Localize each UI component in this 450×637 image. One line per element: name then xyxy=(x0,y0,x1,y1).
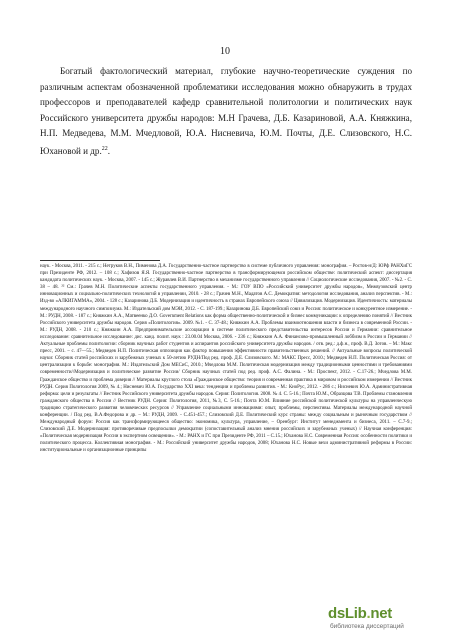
watermark-logo-main: dsLib xyxy=(328,605,367,622)
footnotes-block: наук. - Москва, 2011. - 215 с.; Нетруков В.Н., Пименова Д.А. Государственно-частное партнерство в системе публичного управления: монография. – Ростов-н/Д: ЮРф РАНХиГС при Президенте РФ, 2012. – 108 с.; Хафизов Я.Я. Государственно-частное партнерство в трансформирующемся российском обществе: политический аспект: диссертация кандидата политических наук. - Москва, 2007. - 145 с.; Журавлев В.И. Партнерство в механизме государственного управления // Социологические исследования, 2007. - №2. - С. 38 – 48. ²² См.: Грачев М.Н. Политические аспекты государственного управления. - М.: ГОУ ВПО «Российский университет дружбы народов», Межвузовский центр инновационных и социально-политических технологий в управлении, 2010. - 28 с.; Грачев М.Н., Мадатов А.С. Демократия: методология исследования, анализ перспектив. - М.: Изд-во «АЛКИГАММА», 2004. - 128 с.; Казаринова Д.Б. Модернизация и идентичность в странах Европейского союза // Цивилизация. Модернизация. Идентичность: материалы международного научного симпозиума. М.: Издательский дом МЭИ, 2012. - С. 187-199.; Казаринова Д.Б. Европейский союз и Россия: политическое и конкурентное измерение. - М.: РУДН, 2008. - 187 с.; Княжкин А.А., Матвеенко Д.О. Government Relations как форма общественно-политической и бизнес коммуникации: к определению понятий // Вестник Российского университета дружбы народов. Серия «Политология». 2009. №1. - С. 37-48.; Княжкин А.А. Проблемы взаимоотношения власти и бизнеса в современной России. - М.: РУДН, 2008. - 210 с.; Княжкин А.А. Предпринимательские ассоциации в системе политического представительства интересов России и Германии: сравнительное исследование: сравнительное исследование: дис. канд. полит. наук : 23.00.04 Москва, 2006. - 236 с.; Княжкин А.А. Финансово-промышленный лоббизм в России и Германии // Актуальные проблемы политологии: сборник научных работ студентов и аспирантов российского университета дружбы народов. / отв. ред.: д.ф.н., проф. В.Д. Зотов. – М.: Макс пресс, 2001. – с. 47—55.; Медведев Н.П. Политическая оппозиция как фактор повышения эффективности правительственных решений. // Актуальные вопросы политической науки: Сборник статей российских и зарубежных ученых к 50-летию РУДН/Под ред. проф. Д.Е. Слизовского. М.: МАКС Пресс, 2010.; Медведев Н.П. Политическая Россия: от централизации к борьбе: монография. М.: Издательский Дом МЕСиС, 2010.; Мчедлова М.М. Политическая модернизация между традиционными ценностями и требованиями современности//Модернизация и политическое развитие России/ Сборник научных статей под ред. проф. А.С. Фалина. - М.: Проспект, 2012. - С.17-26.; Мчедлова М.М. Гражданское общество и проблема доверия // Материалы круглого стола «Гражданское общество: теория и современная практика в мировом и российском измерении // Вестник РУДН. Серия Политология 2009, № 4.; Нисневич Ю.А. Государство XXI века: тенденции и проблемы развития. - М.: КноРус, 2012. - 286 с.; Нисневич Ю.А. Административная реформа: цели и результаты // Вестник Российского университета дружбы народов. Серия: Политология. 2008. № 4. С. 5-16.; Почта Ю.М., Образцова Т.В. Проблемы становления гражданского общества в России // Вестник РУДН. Серия: Политология, 2011, №3, С. 5-16.; Почта Ю.М. Влияние российской политической культуры на управленческую традицию стратегического развития человеческих ресурсов // Управление социальными инновациями: опыт, проблемы, перспективы. Материалы международной научной конференции. / Под ред. В.А.Федорова и др. – М.: РУДН, 2009. - С.451-457.; Слизовский Д.Е. Политический курс страны: между социальным и рыночным государством // Международный форум: Россия как трансформирующееся общество: экономика, культура, управление, – Оренбург: Институт менеджмента и бизнеса, 2011. – С.7-9.; Слизовский Д.Е. Модернизация: противоречивые предпосылки демократии (сопоставительный анализ мнения российских и зарубежных ученых) // Научная конференция: «Политическая модернизация России в экспертном освещении». - М.: РАНХ и ГС при Президенте РФ, 2011 – С.15.; Юханова Н.С. Современная Россия: особенности политики и политического процесса. Коллективная монография. - М.: Российский университет дружбы народов, 2008; Юханова Н.С. Новые вехи административной реформы в России: институциональные и организационные принципы xyxy=(40,264,412,454)
watermark-logo-tld: net xyxy=(370,605,392,622)
page-number: 10 xyxy=(220,46,230,57)
watermark-logo xyxy=(328,605,392,622)
watermark-subtitle: библиотека диссертаций xyxy=(330,623,404,630)
footnote-reference: 22 xyxy=(101,145,108,152)
footnote-divider xyxy=(40,260,160,261)
watermark xyxy=(328,605,446,635)
main-paragraph-text: Богатый фактологический материал, глубокие научно-теоретические суждения по различным аспектам обозначенной проблематики исследования можно обнаружить в трудах профессоров и преподавателей кафедр сравнительной политологии и политических наук Российского университета дружбы народов: М.Н Грачева, Д.Б. Казариновой, А.А. Княжкина, Н.П. Медведева, М.М. Мчедловой, Ю.А. Нисневича, Ю.М. Почты, Д.Е. Слизовского, Н.С. Юхановой и др. xyxy=(40,66,412,156)
watermark-logo-dot: . xyxy=(366,605,371,622)
main-paragraph: Богатый фактологический материал, глубокие научно-теоретические суждения по различным аспектам обозначенной проблематики исследования можно обнаружить в трудах профессоров и преподавателей кафедр сравнительной политологии и политических наук Российского университета дружбы народов: М.Н Грачева, Д.Б. Казариновой, А.А. Княжкина, Н.П. Медведева, М.М. Мчедловой, Ю.А. Нисневича, Ю.М. Почты, Д.Е. Слизовского, Н.С. Юхановой и др.$^{22}$. xyxy=(40,66,412,156)
